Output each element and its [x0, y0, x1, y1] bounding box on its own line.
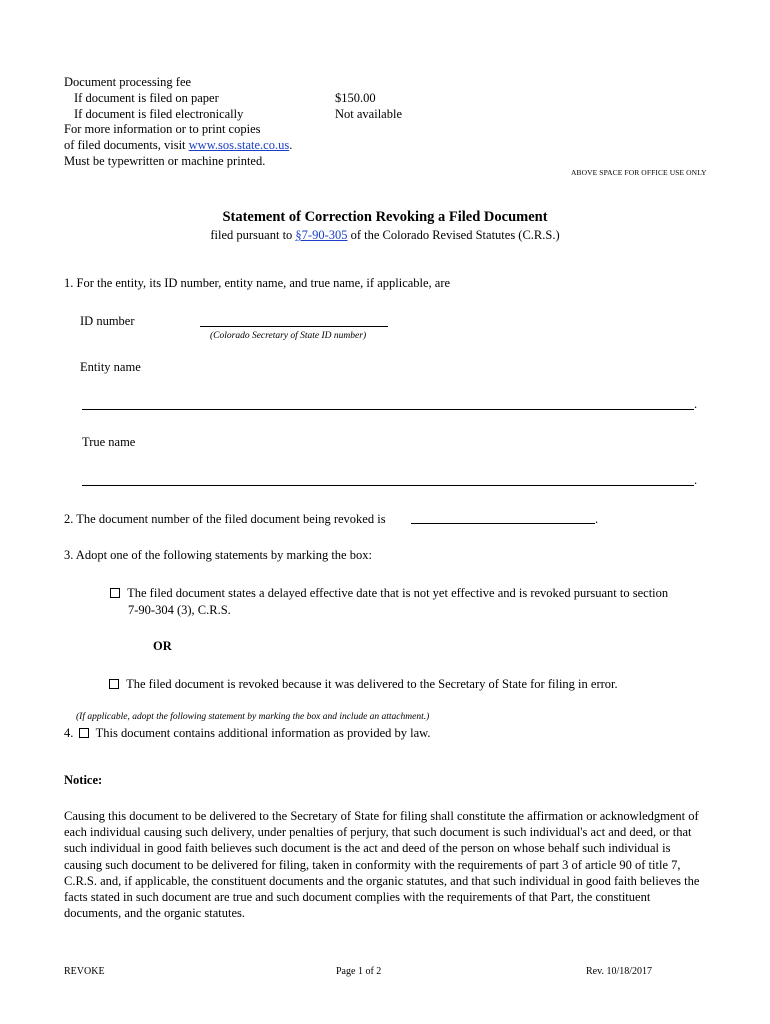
entity-name-field[interactable] — [82, 409, 694, 410]
page-title: Statement of Correction Revoking a Filed Document — [222, 209, 548, 225]
option-1-text: The filed document states a delayed effective date that is not yet effective and is revoked pursuant to section — [127, 586, 669, 600]
sos-website-link[interactable]: www.sos.state.co.us — [188, 138, 290, 152]
option-1-text-line-2: 7-90-304 (3), C.R.S. — [128, 603, 231, 617]
section-3-text: 3. Adopt one of the following statements by marking the box: — [64, 548, 372, 562]
section-1-text: 1. For the entity, its ID number, entity name, and true name, if applicable, are — [64, 276, 451, 290]
id-number-label: ID number — [80, 314, 135, 328]
form-code: REVOKE — [64, 966, 105, 977]
option-1-checkbox[interactable] — [110, 588, 120, 598]
typewritten-note: Must be typewritten or machine printed. — [64, 154, 266, 168]
true-name-label: True name — [82, 435, 136, 449]
section-4-row — [64, 726, 431, 741]
section-4-text: This document contains additional information as provided by law. — [95, 726, 431, 740]
additional-info-checkbox[interactable] — [79, 728, 89, 738]
paper-fee-amount: $150.00 — [335, 91, 376, 105]
or-label: OR — [153, 639, 172, 653]
section-4-number: 4. — [64, 726, 74, 740]
section-2-text: 2. The document number of the filed document being revoked is — [64, 512, 386, 526]
option-2-text: The filed document is revoked because it was delivered to the Secretary of State for filing in error. — [126, 677, 618, 691]
option-1-row — [110, 586, 668, 601]
revision-date: Rev. 10/18/2017 — [586, 966, 653, 977]
id-number-field[interactable] — [200, 326, 388, 327]
true-name-field[interactable] — [82, 485, 694, 486]
entity-name-label: Entity name — [80, 360, 141, 374]
notice-heading: Notice: — [64, 773, 103, 787]
office-use-note: ABOVE SPACE FOR OFFICE USE ONLY — [571, 168, 707, 177]
notice-body: Causing this document to be delivered to the Secretary of State for filing shall constitute the affirmation or acknowledgment of each individual causing such delivery, under penalties of perjury, that such document is such individual's act and deed, or that such individual in good faith believes such document is the act and deed of the person on whose behalf such individual is causing such document to be delivered for filing, taken in conformity with the requirements of part 3 of article 90 of title 7, C.R.S. and, if applicable, the constituent documents and the organic statutes, and that such individual in good faith believes the facts stated in such document are true and such document complies with the requirements of that Part, the constituent documents, and the organic statutes. — [64, 809, 700, 921]
statute-link[interactable]: §7-90-305 — [295, 228, 348, 242]
entity-name-period: . — [694, 397, 698, 411]
option-2-checkbox[interactable] — [109, 679, 119, 689]
info-line-2: of filed documents, visit www.sos.state.co.us. — [64, 138, 293, 152]
document-number-field[interactable] — [411, 523, 595, 524]
info-line-1: For more information or to print copies — [64, 122, 261, 136]
electronic-fee-label: If document is filed electronically — [74, 107, 244, 121]
fee-title: Document processing fee — [64, 75, 192, 89]
true-name-period: . — [694, 473, 698, 487]
electronic-fee-amount: Not available — [335, 107, 402, 121]
paper-fee-label: If document is filed on paper — [74, 91, 219, 105]
section-4-instruction: (If applicable, adopt the following statement by marking the box and include an attachment.) — [76, 712, 430, 722]
option-2-row — [109, 677, 618, 692]
page-subtitle: filed pursuant to §7-90-305 of the Colorado Revised Statutes (C.R.S.) — [210, 228, 560, 242]
document-number-period: . — [595, 512, 599, 526]
id-number-hint: (Colorado Secretary of State ID number) — [210, 331, 367, 341]
page-number: Page 1 of 2 — [336, 966, 382, 977]
